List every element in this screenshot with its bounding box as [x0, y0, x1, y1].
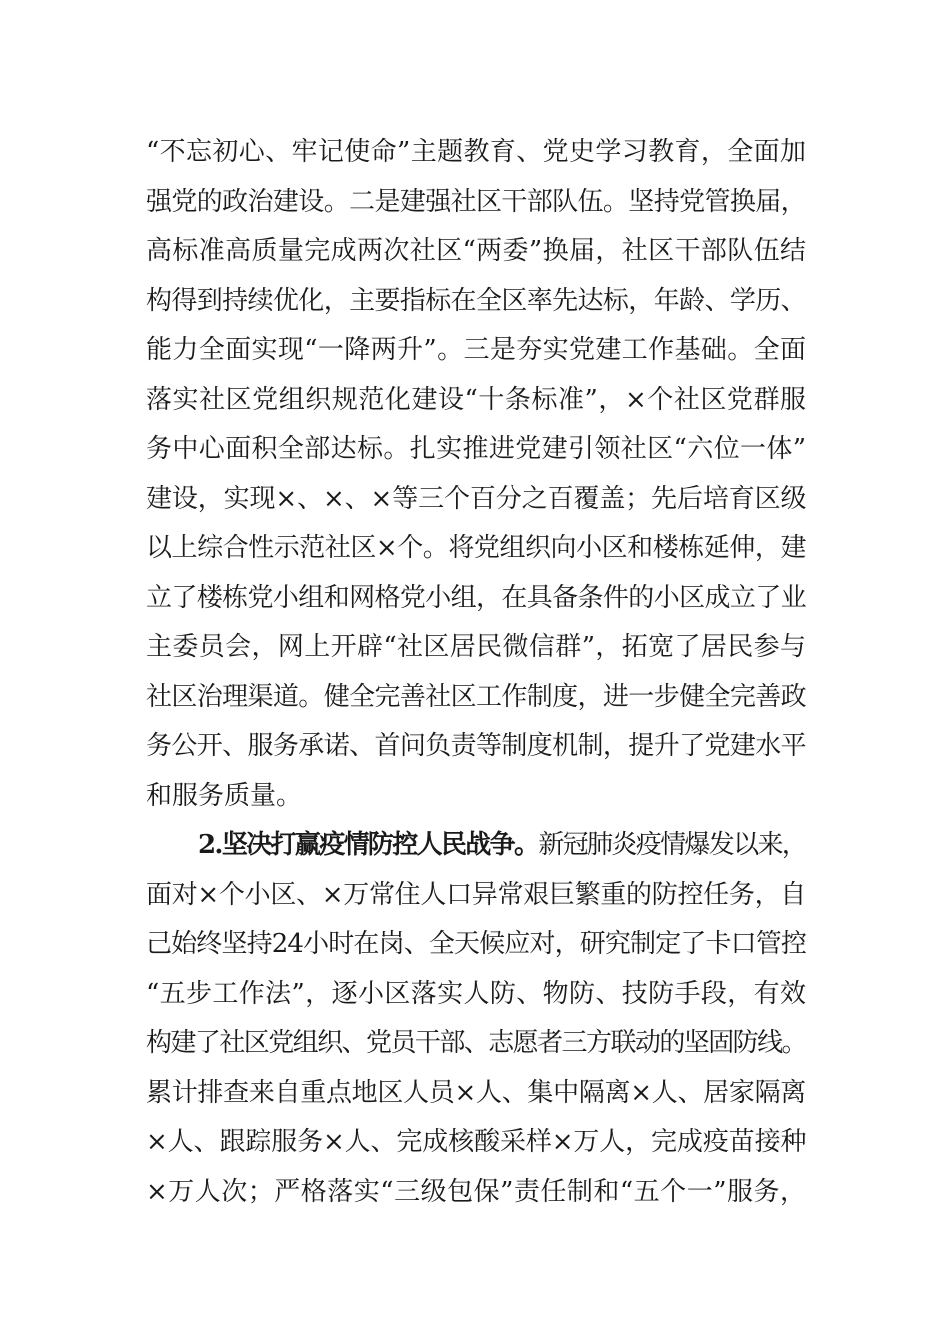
text-line: ×万人次；严格落实“三级包保”责任制和“五个一”服务，	[146, 1176, 806, 1207]
text-line: “不忘初心、牢记使命”主题教育、党史学习教育，全面加	[146, 137, 806, 167]
paragraph-1	[146, 128, 806, 821]
section-heading: 2.坚决打赢疫情防控人民战争。	[198, 830, 539, 860]
text-line: 累计排查来自重点地区人员×人、集中隔离×人、居家隔离	[146, 1077, 806, 1108]
text-line: 以上综合性示范社区×个。将党组织向小区和楼栋延伸，建	[146, 533, 806, 563]
text-line: 务中心面积全部达标。扎实推进党建引领社区“六位一体”	[146, 434, 806, 464]
text-line: 落实社区党组织规范化建设“十条标准”，×个社区党群服	[146, 384, 806, 415]
text-line: 务公开、服务承诺、首问负责等制度机制，提升了党建水平	[146, 731, 807, 761]
text-line: 高标准高质量完成两次社区“两委”换届，社区干部队伍结	[146, 236, 806, 266]
document-body	[146, 128, 806, 1217]
text-line: 构建了社区党组织、党员干部、志愿者三方联动的坚固防线。	[146, 1028, 807, 1058]
text-line: 主委员会，网上开辟“社区居民微信群”，拓宽了居民参与	[146, 632, 806, 662]
text-line: 和服务质量。	[146, 780, 303, 811]
text-line: “五步工作法”，逐小区落实人防、物防、技防手段，有效	[146, 978, 806, 1009]
text-line: 强党的政治建设。二是建强社区干部队伍。坚持党管换届，	[146, 186, 807, 217]
paragraph-first-line	[146, 821, 806, 871]
paragraph-2	[146, 821, 806, 1217]
text-line: 能力全面实现“一降两升”。三是夯实党建工作基础。全面	[146, 335, 806, 365]
text-line: 建设，实现×、×、×等三个百分之百覆盖；先后培育区级	[146, 483, 807, 514]
text-line: 立了楼栋党小组和网格党小组，在具备条件的小区成立了业	[146, 582, 807, 613]
text-run: 新冠肺炎疫情爆发以来，	[538, 830, 807, 860]
text-line: ×人、跟踪服务×人、完成核酸采样×万人，完成疫苗接种	[146, 1127, 807, 1157]
text-line: 社区治理渠道。健全完善社区工作制度，进一步健全完善政	[146, 681, 807, 712]
text-line: 构得到持续优化，主要指标在全区率先达标，年龄、学历、	[146, 285, 807, 316]
text-line: 己始终坚持24小时在岗、全天候应对，研究制定了卡口管控	[146, 929, 807, 959]
text-line: 面对×个小区、×万常住人口异常艰巨繁重的防控任务，自	[146, 879, 806, 910]
